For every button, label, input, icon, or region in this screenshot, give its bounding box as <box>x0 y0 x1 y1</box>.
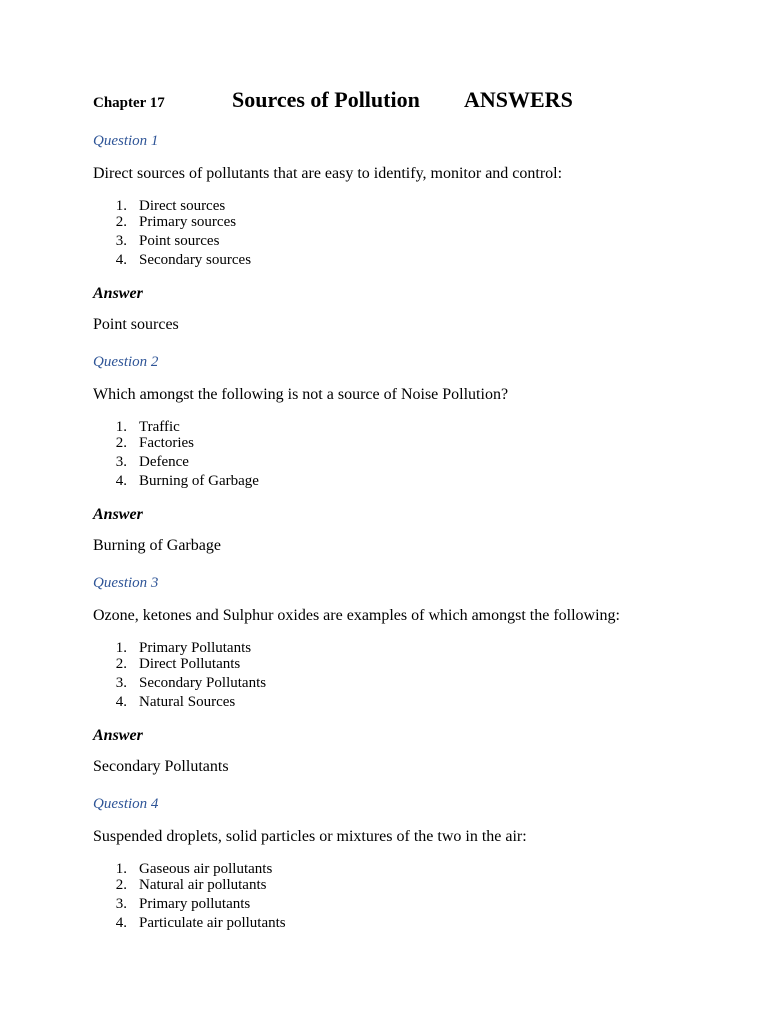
option-item <box>93 694 235 711</box>
answer-text: Burning of Garbage <box>93 537 221 554</box>
option-number: 4. <box>115 252 127 268</box>
option-item <box>93 640 251 657</box>
option-number: 1. <box>115 640 127 656</box>
option-number: 2. <box>115 656 127 672</box>
answer-text: Secondary Pollutants <box>93 758 229 775</box>
option-item <box>93 435 194 452</box>
option-text: Point sources <box>139 233 220 249</box>
question-label: Question 3 <box>93 575 159 591</box>
answer-label: Answer <box>93 285 143 302</box>
option-text: Direct sources <box>139 198 226 214</box>
option-number: 1. <box>115 419 127 435</box>
answer-label: Answer <box>93 506 143 523</box>
option-text: Direct Pollutants <box>139 656 241 672</box>
option-item <box>93 454 189 471</box>
option-item <box>93 896 250 913</box>
option-item <box>93 419 180 436</box>
option-text: Primary sources <box>139 214 237 230</box>
option-text: Defence <box>139 454 189 470</box>
option-item <box>93 252 251 269</box>
option-item <box>93 214 236 231</box>
option-item <box>93 861 272 878</box>
option-item <box>93 656 240 673</box>
question-text: Direct sources of pollutants that are easy to identify, monitor and control: <box>93 165 563 182</box>
question-text: Which amongst the following is not a source of Noise Pollution? <box>93 386 509 403</box>
question-text: Suspended droplets, solid particles or mixtures of the two in the air: <box>93 828 527 845</box>
question-label: Question 2 <box>93 354 159 370</box>
option-text: Primary Pollutants <box>139 640 252 656</box>
question-label: Question 4 <box>93 796 159 812</box>
option-text: Secondary sources <box>139 252 252 268</box>
option-text: Secondary Pollutants <box>139 675 267 691</box>
option-item <box>93 198 225 215</box>
page-title: Sources of Pollution <box>232 87 420 112</box>
option-number: 2. <box>115 435 127 451</box>
question-label: Question 1 <box>93 133 159 149</box>
option-item <box>93 877 266 894</box>
option-text: Particulate air pollutants <box>139 915 286 931</box>
option-text: Gaseous air pollutants <box>139 861 273 877</box>
answer-label: Answer <box>93 727 143 744</box>
chapter-label: Chapter 17 <box>93 95 165 111</box>
option-number: 3. <box>115 675 127 691</box>
option-number: 3. <box>115 454 127 470</box>
answers-heading: ANSWERS <box>464 87 573 112</box>
option-item <box>93 233 219 250</box>
option-text: Burning of Garbage <box>139 473 259 489</box>
option-number: 2. <box>115 214 127 230</box>
page-header <box>93 86 713 116</box>
option-text: Factories <box>139 435 194 451</box>
option-number: 4. <box>115 915 127 931</box>
option-text: Natural air pollutants <box>139 877 267 893</box>
question-text: Ozone, ketones and Sulphur oxides are examples of which amongst the following: <box>93 607 620 624</box>
option-number: 4. <box>115 694 127 710</box>
option-text: Traffic <box>139 419 180 435</box>
option-number: 1. <box>115 861 127 877</box>
option-number: 3. <box>115 896 127 912</box>
option-item <box>93 675 266 692</box>
option-number: 2. <box>115 877 127 893</box>
option-number: 4. <box>115 473 127 489</box>
option-item <box>93 915 286 932</box>
option-number: 1. <box>115 198 127 214</box>
option-text: Natural Sources <box>139 694 236 710</box>
option-item <box>93 473 259 490</box>
answer-text: Point sources <box>93 316 179 333</box>
option-text: Primary pollutants <box>139 896 251 912</box>
option-number: 3. <box>115 233 127 249</box>
